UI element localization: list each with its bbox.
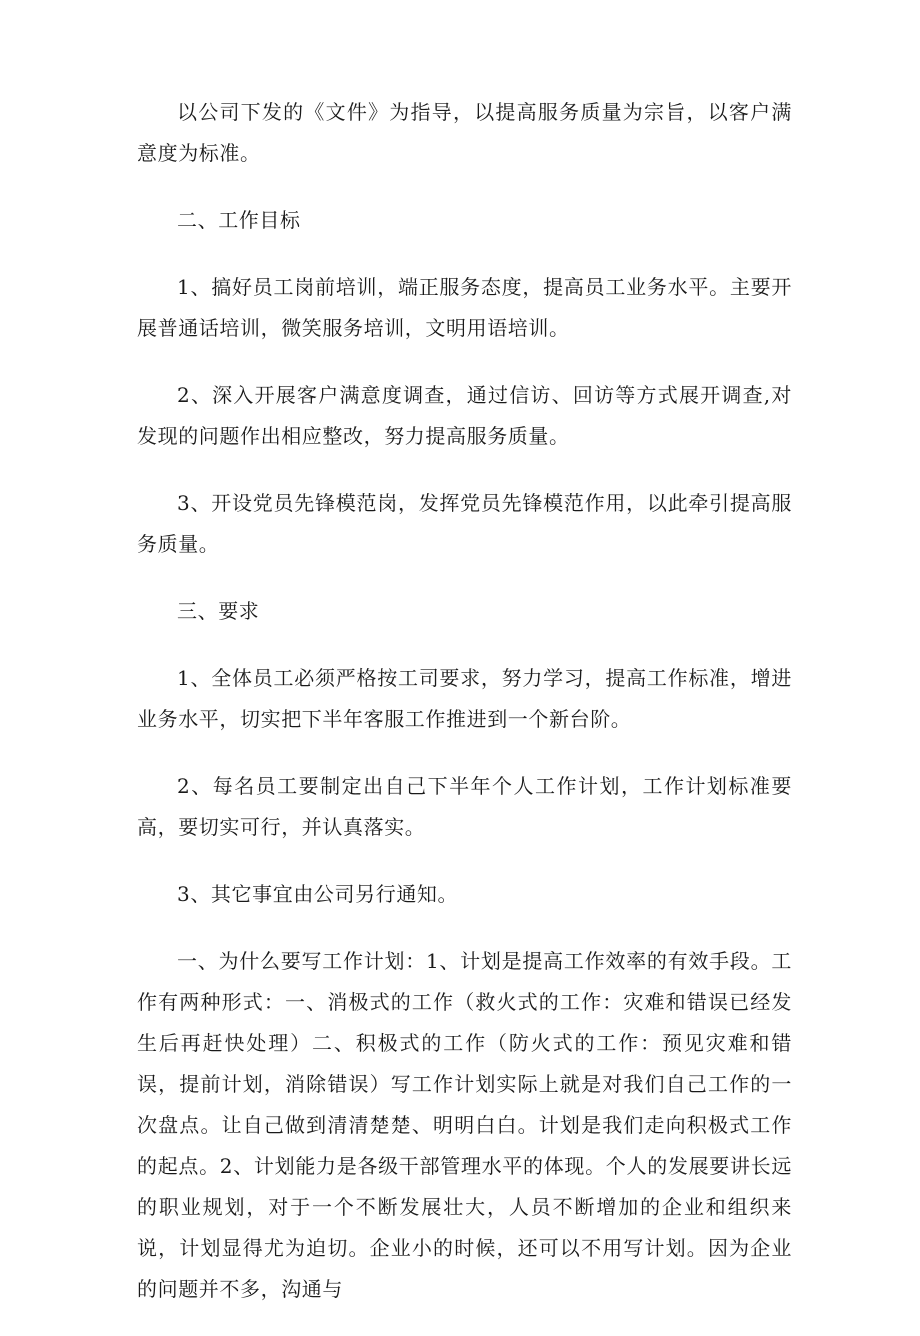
paragraph-goal-1: 1、搞好员工岗前培训，端正服务态度，提高员工业务水平。主要开展普通话培训，微笑服务培训，文明用语培训。 xyxy=(137,275,792,340)
paragraph-goal-3: 3、开设党员先锋模范岗，发挥党员先锋模范作用，以此牵引提高服务质量。 xyxy=(137,491,792,556)
paragraph-requirement-2: 2、每名员工要制定出自己下半年个人工作计划，工作计划标准要高，要切实可行，并认真落实。 xyxy=(137,774,792,839)
section-heading-requirements: 三、要求 xyxy=(177,599,260,623)
section-heading-goals: 二、工作目标 xyxy=(177,208,301,232)
paragraph-intro: 以公司下发的《文件》为指导，以提高服务质量为宗旨，以客户满意度为标准。 xyxy=(137,100,792,165)
paragraph-requirement-3: 3、其它事宜由公司另行通知。 xyxy=(177,882,459,906)
paragraph-why-plan: 一、为什么要写工作计划：1、计划是提高工作效率的有效手段。工作有两种形式：一、消极式的工作（救火式的工作：灾难和错误已经发生后再赶快处理）二、积极式的工作（防火式的工作：预见灾难和错误，提前计划，消除错误）写工作计划实际上就是对我们自己工作的一次盘点。让自己做到清清楚楚、明明白白。计划是我们走向积极式工作的起点。2、计划能力是各级干部管理水平的体现。个人的发展要讲长远的职业规划，对于一个不断发展壮大，人员不断增加的企业和组织来说，计划显得尤为迫切。企业小的时候，还可以不用写计划。因为企业的问题并不多，沟通与 xyxy=(137,949,792,1301)
paragraph-requirement-1: 1、全体员工必须严格按工司要求，努力学习，提高工作标准，增进业务水平，切实把下半年客服工作推进到一个新台阶。 xyxy=(137,666,792,731)
paragraph-goal-2: 2、深入开展客户满意度调查，通过信访、回访等方式展开调查,对发现的问题作出相应整改，努力提高服务质量。 xyxy=(137,383,792,448)
document-body xyxy=(137,92,792,1336)
